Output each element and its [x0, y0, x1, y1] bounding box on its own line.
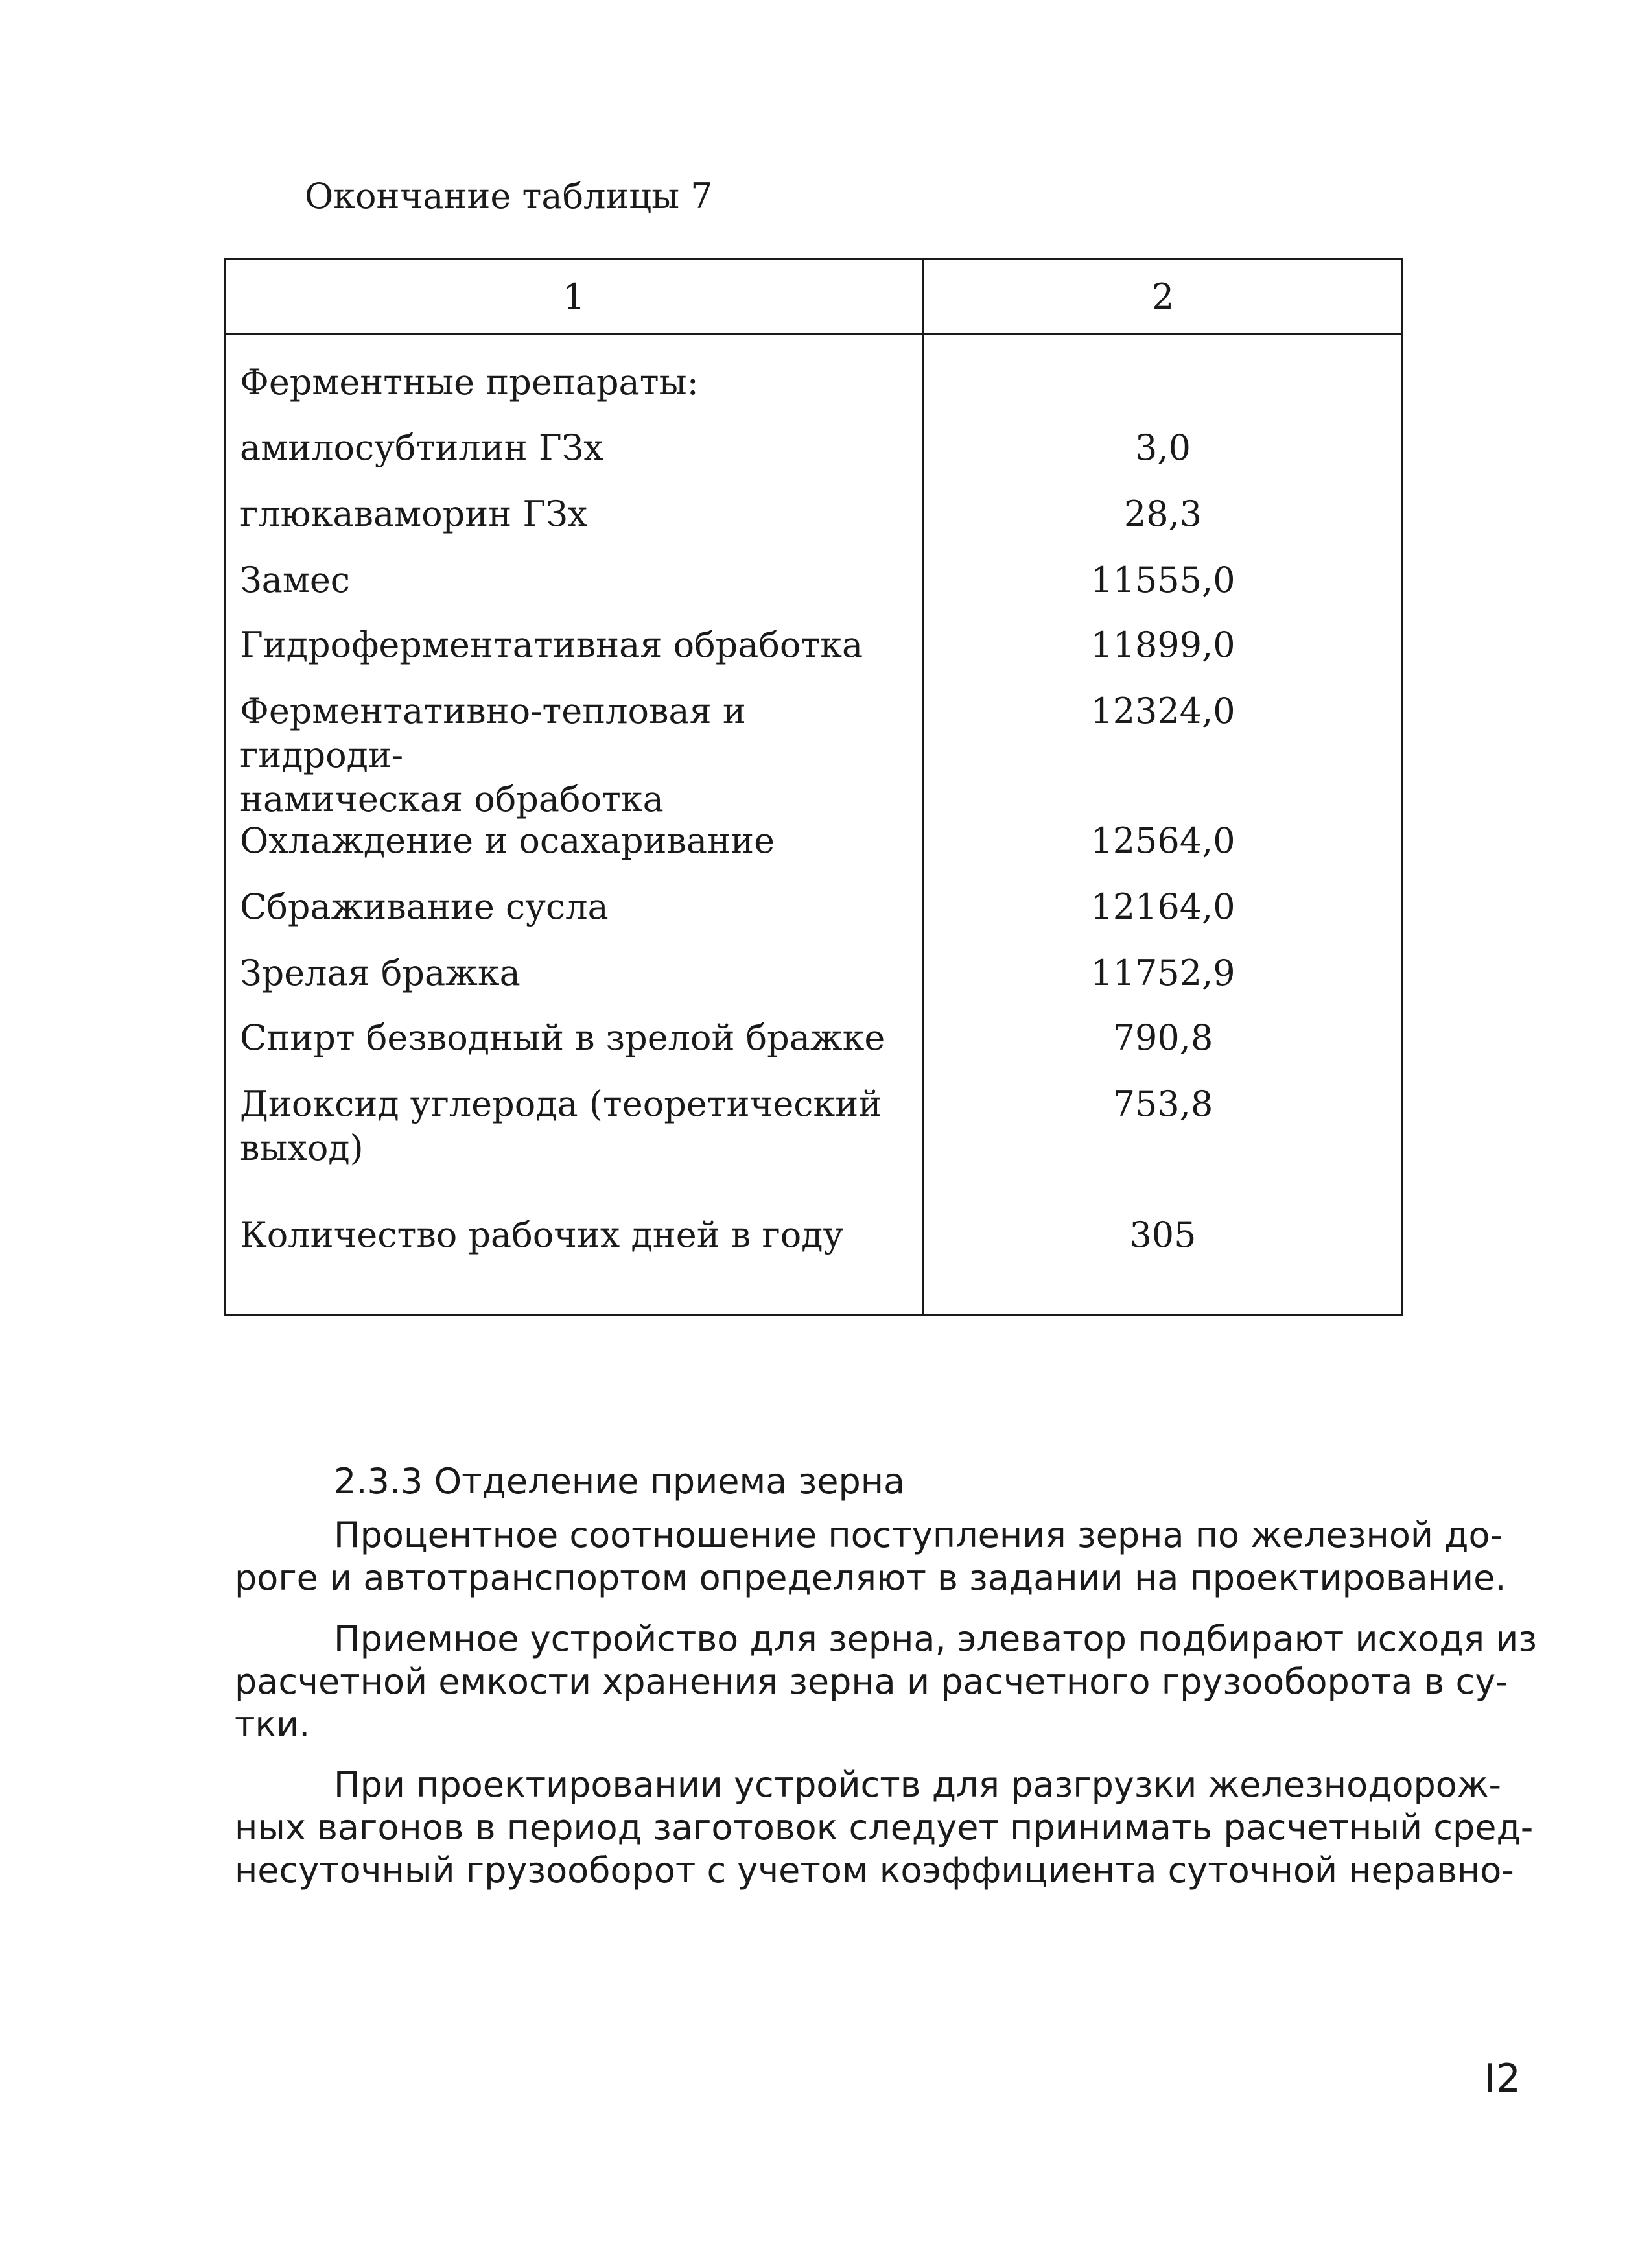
header-divider — [226, 333, 1401, 335]
row-label: Гидроферментативная обработка — [240, 624, 863, 665]
row-label: Замес — [240, 560, 351, 600]
paragraph-line: Приемное устройство для зерна, элеватор подбирают исходя из — [334, 1618, 1538, 1659]
row-value: 3,0 — [1135, 427, 1191, 468]
row-value: 305 — [1129, 1214, 1197, 1255]
row-label: Сбраживание сусла — [240, 886, 609, 927]
row-value: 11752,9 — [1090, 952, 1235, 993]
row-label: Диоксид углерода (теоретический выход) — [240, 1083, 882, 1168]
row-value: 790,8 — [1112, 1017, 1213, 1058]
paragraph — [235, 1514, 1506, 1600]
paragraph — [235, 1618, 1538, 1746]
row-label: Спирт безводный в зрелой бражке — [240, 1017, 885, 1058]
row-value: 12164,0 — [1090, 886, 1235, 927]
row-label: Количество рабочих дней в году — [240, 1214, 844, 1255]
row-value: 753,8 — [1112, 1083, 1213, 1124]
column-divider — [922, 260, 924, 1314]
page-number: I2 — [1484, 2056, 1521, 2101]
paragraph-line: несуточный грузооборот с учетом коэффициента суточной неравно- — [235, 1850, 1514, 1891]
paragraph-line: тки. — [235, 1704, 310, 1745]
column-header-2: 2 — [1151, 276, 1175, 317]
row-value: 11899,0 — [1090, 624, 1235, 665]
paragraph-line: Процентное соотношение поступления зерна по железной до- — [334, 1515, 1503, 1555]
row-value: 28,3 — [1123, 493, 1202, 534]
paragraph-line: роге и автотранспортом определяют в задании на проектирование. — [235, 1557, 1506, 1598]
section-heading: 2.3.3 Отделение приема зерна — [334, 1461, 906, 1502]
column-header-1: 1 — [563, 276, 585, 317]
paragraph-line: ных вагонов в период заготовок следует принимать расчетный сред- — [235, 1807, 1534, 1848]
table-caption: Окончание таблицы 7 — [305, 176, 713, 217]
row-value: 11555,0 — [1090, 560, 1235, 600]
row-label: Ферментативно-тепловая и гидроди- намическая обработка — [240, 691, 746, 820]
paragraph-line: При проектировании устройств для разгрузки железнодорож- — [334, 1764, 1501, 1805]
paragraph-line: расчетной емкости хранения зерна и расчетного грузооборота в су- — [235, 1661, 1508, 1702]
row-label: Охлаждение и осахаривание — [240, 820, 775, 861]
row-value: 12324,0 — [1090, 691, 1235, 731]
row-label: Ферментные препараты: — [240, 362, 699, 403]
row-value: 12564,0 — [1090, 820, 1235, 861]
row-label: Зрелая бражка — [240, 952, 521, 993]
data-table — [224, 258, 1403, 1316]
paragraph — [235, 1764, 1534, 1892]
row-label: глюкаваморин ГЗх — [240, 493, 588, 534]
row-label: амилосубтилин ГЗх — [240, 427, 603, 468]
